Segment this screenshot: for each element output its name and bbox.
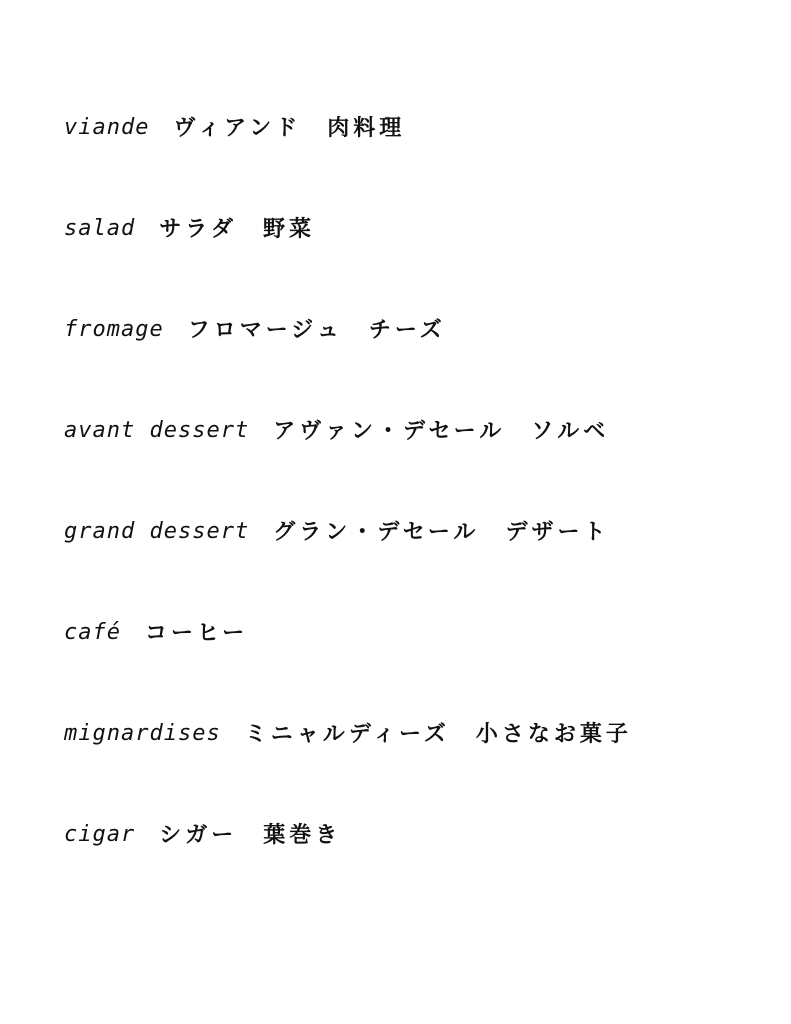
french-term: fromage	[64, 317, 164, 342]
french-term: avant dessert	[64, 418, 250, 443]
french-term: grand dessert	[64, 519, 250, 544]
course-item-avant-dessert	[64, 411, 632, 512]
japanese-meaning: 葉巻き	[263, 822, 342, 848]
japanese-meaning: 肉料理	[327, 115, 406, 141]
japanese-meaning: 小さなお菓子	[475, 721, 632, 747]
course-item-fromage	[64, 310, 632, 411]
french-term: viande	[64, 115, 150, 140]
french-term: salad	[64, 216, 136, 241]
french-term: café	[64, 620, 121, 645]
course-item-salad	[64, 209, 632, 310]
katakana-reading: コーヒー	[144, 620, 249, 646]
katakana-reading: グラン・デセール	[273, 519, 480, 545]
french-term: cigar	[64, 822, 136, 847]
katakana-reading: ミニャルディーズ	[244, 721, 450, 747]
katakana-reading: ヴィアンド	[173, 115, 302, 141]
katakana-reading: アヴァン・デセール	[273, 418, 506, 444]
japanese-meaning: デザート	[505, 519, 610, 545]
japanese-meaning: ソルベ	[531, 418, 610, 444]
course-item-cigar	[64, 815, 632, 916]
course-item-grand-dessert	[64, 512, 632, 613]
japanese-meaning: 野菜	[263, 216, 316, 242]
katakana-reading: フロマージュ	[187, 317, 343, 343]
french-term: mignardises	[64, 721, 221, 746]
katakana-reading: サラダ	[159, 216, 238, 242]
course-list	[64, 108, 632, 916]
japanese-meaning: チーズ	[368, 317, 446, 343]
course-item-viande	[64, 108, 632, 209]
katakana-reading: シガー	[159, 822, 238, 848]
course-item-cafe	[64, 613, 632, 714]
course-item-mignardises	[64, 714, 632, 815]
